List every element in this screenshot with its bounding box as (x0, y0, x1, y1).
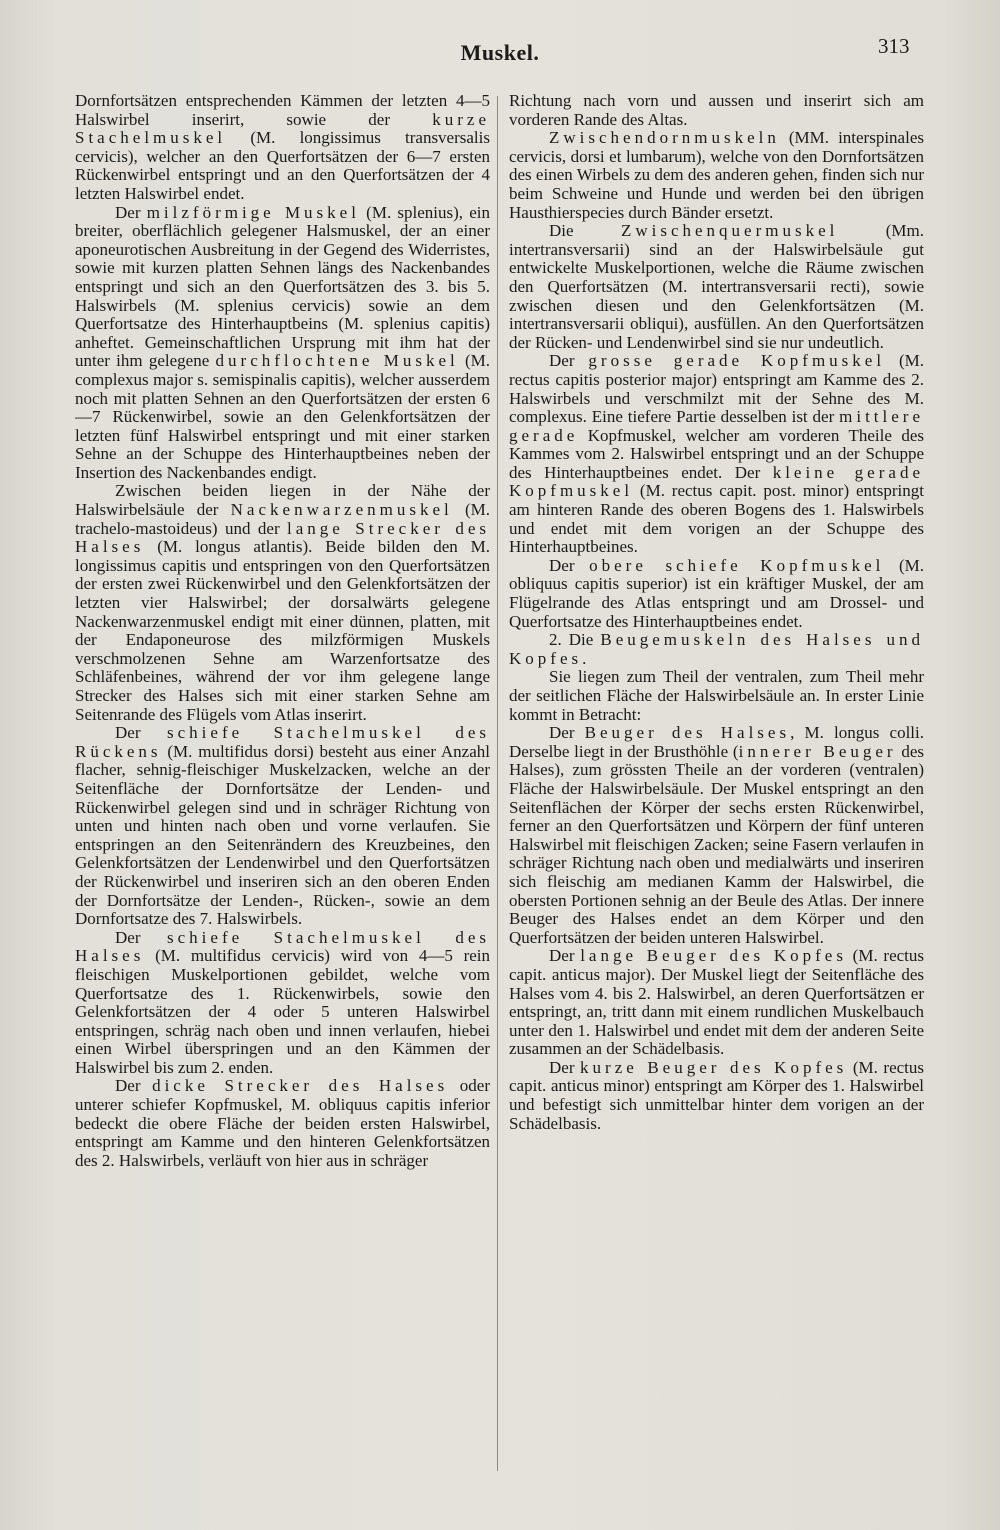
spaced-term: kleine gerade Kopfmuskel (509, 462, 924, 501)
text-run: (M. obliquus capitis superior) ist ein kräftiger Muskel, der am Flügelrande des Atlas entspringt und am Drossel- und Querfortsatze des Hinterhauptbeines endet. (509, 555, 925, 631)
paragraph (509, 631, 924, 668)
text-run: (Mm. intertransversarii) sind an der Halswirbelsäule gut entwickelte Muskelportionen, welche die Räume zwischen den Querfortsätzen (M. intertransversarii recti), sowie zwischen diesen und den Gelenkfortsätzen (M. intertransversarii obliqui), ausfüllen. An den Querfortsätzen der Rücken- und Lendenwirbel sind sie nur undeutlich. (509, 221, 925, 352)
paragraph (75, 724, 490, 929)
text-run: (M. trachelo-mastoideus) und der (75, 500, 491, 538)
text-run: Der (549, 946, 581, 966)
text-run: Der (115, 202, 147, 222)
paragraph (509, 557, 924, 631)
text-run: Der (549, 1057, 581, 1077)
spaced-term: dicke Strecker des Halses (152, 1076, 449, 1096)
text-run: Die (549, 221, 621, 241)
text-run: Richtung nach vorn und aussen und inserirt sich am vorderen Rande des Altas. (509, 91, 924, 129)
text-run: oder unterer schiefer Kopfmuskel, M. obliquus capitis inferior bedeckt die obere Fläche der beiden ersten Halswirbel, entspringt am Kamme und den hinteren Gelenkfortsätzen des 2. Halswirbels, verläuft von hier aus in schräger (75, 1076, 490, 1170)
paragraph (509, 92, 924, 129)
text-run: (M. longissimus transversalis cervicis), welcher an den Querfortsätzen der 6—7 ersten Rückenwirbel entspringt und an den Querfortsätzen der 4 letzten Halswirbel endet. (75, 128, 490, 203)
text-run: Der (549, 723, 585, 743)
paragraph (509, 947, 924, 1059)
spaced-term: Zwischenquermuskel (620, 221, 839, 241)
text-run: (M. complexus major s. semispinalis capitis), welcher ausserdem noch mit platten Sehnen an den Querfortsätzen der ersten 6—7 Rückenwirbel, sowie an den Gelenkfortsätzen der letzten fünf Halswirbel entspringt und mit einer starken Sehne an der Schuppe des Hinterhauptbeines neben der Insertion des Nackenbandes endigt. (75, 351, 491, 482)
text-run: (M. splenius), ein breiter, oberflächlich gelegener Halsmuskel, der an einer aponeurotischen Ausbreitung in der Gegend des Widerristes, sowie mit kurzen platten Sehnen längs des Nackenbandes entspringt und sich an den Querfortsätzen des 3. bis 5. Halswirbels (M. splenius cervicis) sowie an dem Querfortsatze des Hinterhauptbeins (M. splenius capitis) anheftet. Gemeinschaftlichen Ursprung mit ihm hat der unter ihm gelegene (75, 202, 491, 371)
spaced-term: kurze Beuger des Kopfes (580, 1057, 848, 1077)
text-run: Kopfmuskel, welcher am vorderen Theile des Kammes vom 2. Halswirbel entspringt und an der Schuppe des Hinterhauptbeines endet. Der (509, 425, 924, 482)
text-run: Der (115, 723, 168, 743)
text-run: des Halses), zum grössten Theile an der vorderen (ventralen) Fläche der Halswirbelsäule. Der Muskel entspringt an den Seitenflächen der Körper der sechs ersten Rückenwirbel, ferner an den Querfortsätzen und Körpern der fünf unteren Halswirbel mit fleischigen Zacken; seine Fasern verlaufen in schräger Richtung nach oben und medialwärts und inseriren sich fleischig am medianen Kamm der Halswirbel, die obersten Portionen sehnig an der Beule des Atlas. Der innere Beuger des Halses endet an dem Körper und den Querfortsätzen der beiden unteren Halswirbel. (509, 741, 924, 947)
page-number: 313 (878, 34, 910, 58)
paragraph (509, 1059, 924, 1133)
text-run: Der (549, 555, 590, 575)
text-run: (M. rectus capit. anticus minor) entspringt am Körper des 1. Halswirbel und befestigt sich unmittelbar hinter dem vorigen an der Schädelbasis. (509, 1057, 924, 1133)
paragraph (75, 92, 490, 204)
text-run: (MM. interspinales cervicis, dorsi et lumbarum), welche von den Dornfortsätzen des einen Wirbels zu dem des anderen gehen, finden sich nur beim Schweine und Hunde und werden bei den übrigen Hausthierspecies durch Bänder ersetzt. (509, 128, 924, 222)
text-run: Der (115, 927, 168, 947)
text-run: Der (115, 1076, 153, 1096)
paragraph (75, 482, 490, 724)
text-run: (M. rectus capitis posterior major) entspringt am Kamme des 2. Halswirbels und verschmilzt mit der Sehne des M. complexus. Eine tiefere Partie desselben ist der (509, 351, 925, 427)
left-text-column (75, 92, 490, 1170)
right-text-column (509, 92, 924, 1133)
spaced-term: Beugemuskeln des Halses und Kopfes. (509, 630, 924, 668)
spaced-term: Zwischendornmuskeln (549, 128, 780, 148)
text-run: (M. rectus capit. post. minor) entspringt am hinteren Rande des oberen Bogens des 1. Halswirbels und endet mit dem vorigen an der Schuppe des Hinterhauptbeines. (509, 481, 924, 557)
spaced-term: innerer Beuger (738, 741, 897, 761)
spaced-term: schiefe Stachelmuskel des Rückens (75, 723, 490, 761)
text-run: 2. Die (549, 630, 601, 650)
column-divider (497, 96, 498, 1471)
text-run: Der (549, 351, 589, 371)
running-header-title: Muskel. (460, 40, 540, 65)
paragraph (75, 929, 490, 1078)
text-run: Zwischen beiden liegen in der Nähe der Halswirbelsäule der (75, 481, 490, 520)
text-run: , M. longus colli. Derselbe liegt in der Brusthöhle ( (509, 723, 925, 761)
text-run: (M. multifidus cervicis) wird von 4—5 rein fleischigen Muskelportionen gebildet, welche vom Querfortsatze des 1. Rückenwirbels, sowie den Gelenkfortsätzen der 4 oder 5 unteren Halswirbel entspringen, schräg nach oben und innen verlaufen, hiebei einen Wirbel überspringen und an den Kämmen der Halswirbel bis zum 2. enden. (75, 946, 490, 1077)
spaced-term: obere schiefe Kopfmuskel (589, 555, 885, 575)
spaced-term: mittlere gerade (509, 407, 924, 445)
paragraph (75, 1077, 490, 1170)
spaced-term: milzförmige Muskel (146, 202, 360, 222)
paragraph (509, 668, 924, 724)
paragraph (509, 724, 924, 947)
paragraph (75, 204, 490, 483)
spaced-term: lange Strecker des Halses (75, 518, 490, 557)
text-run: (M. multifidus dorsi) besteht aus einer Anzahl flacher, sehnig-fleischiger Muskelzacken, welche an der Seitenfläche der Dornfortsätze der Lenden- und Rückenwirbel gelegen sind und in schräger Richtung von unten und hinten nach oben und vorne verlaufen. Sie entspringen an den Seitenrändern des Kreuzbeines, den Gelenkfortsätzen der Lendenwirbel und den Querfortsätzen der Rückenwirbel und inseriren sich an den oberen Enden der Dornfortsätze der Lenden-, Rücken-, sowie an dem Dornfortsatze des 7. Halswirbels. (75, 741, 490, 929)
spaced-term: kurze Stachelmuskel (75, 109, 490, 148)
paragraph (509, 352, 924, 557)
text-run: Sie liegen zum Theil der ventralen, zum Theil mehr der seitlichen Fläche der Halswirbelsäule an. In erster Linie kommt in Betracht: (509, 667, 924, 724)
spaced-term: Nackenwarzenmuskel (230, 500, 453, 520)
spaced-term: durchflochtene Muskel (215, 351, 459, 371)
spaced-term: grosse gerade Kopfmuskel (588, 351, 886, 371)
paragraph (509, 222, 924, 352)
spaced-term: schiefe Stachelmuskel des Halses (75, 927, 490, 966)
text-run: (M. rectus capit. anticus major). Der Muskel liegt der Seitenfläche des Halses vom 4. bis 2. Halswirbel, an deren Querfortsätzen er entspringt, an, tritt dann mit einem rundlichen Muskelbauch unter den 1. Halswirbel und endet mit dem der anderen Seite zusammen an der Schädelbasis. (509, 946, 924, 1059)
spaced-term: lange Beuger des Kopfes (580, 946, 847, 966)
paragraph (509, 129, 924, 222)
text-run: (M. longus atlantis). Beide bilden den M. longissimus capitis und entspringen von den Querfortsätzen der ersten zwei Rückenwirbel und den Gelenkfortsätzen der letzten vier Halswirbel; der dorsalwärts gelegene Nackenwarzenmuskel endigt mit einer dünnen, platten, mit der Endaponeurose des milzförmigen Muskels verschmolzenen Sehne am Warzenfortsatze des Schläfenbeines, während der vor ihm gelegene lange Strecker des Halses sich mit einer starken Sehne am Seitenrande des Flügels vom Atlas inserirt. (75, 537, 490, 724)
spaced-term: Beuger des Halses (584, 723, 791, 743)
text-run: Dornfortsätzen entsprechenden Kämmen der letzten 4—5 Halswirbel inserirt, sowie der (75, 91, 490, 129)
